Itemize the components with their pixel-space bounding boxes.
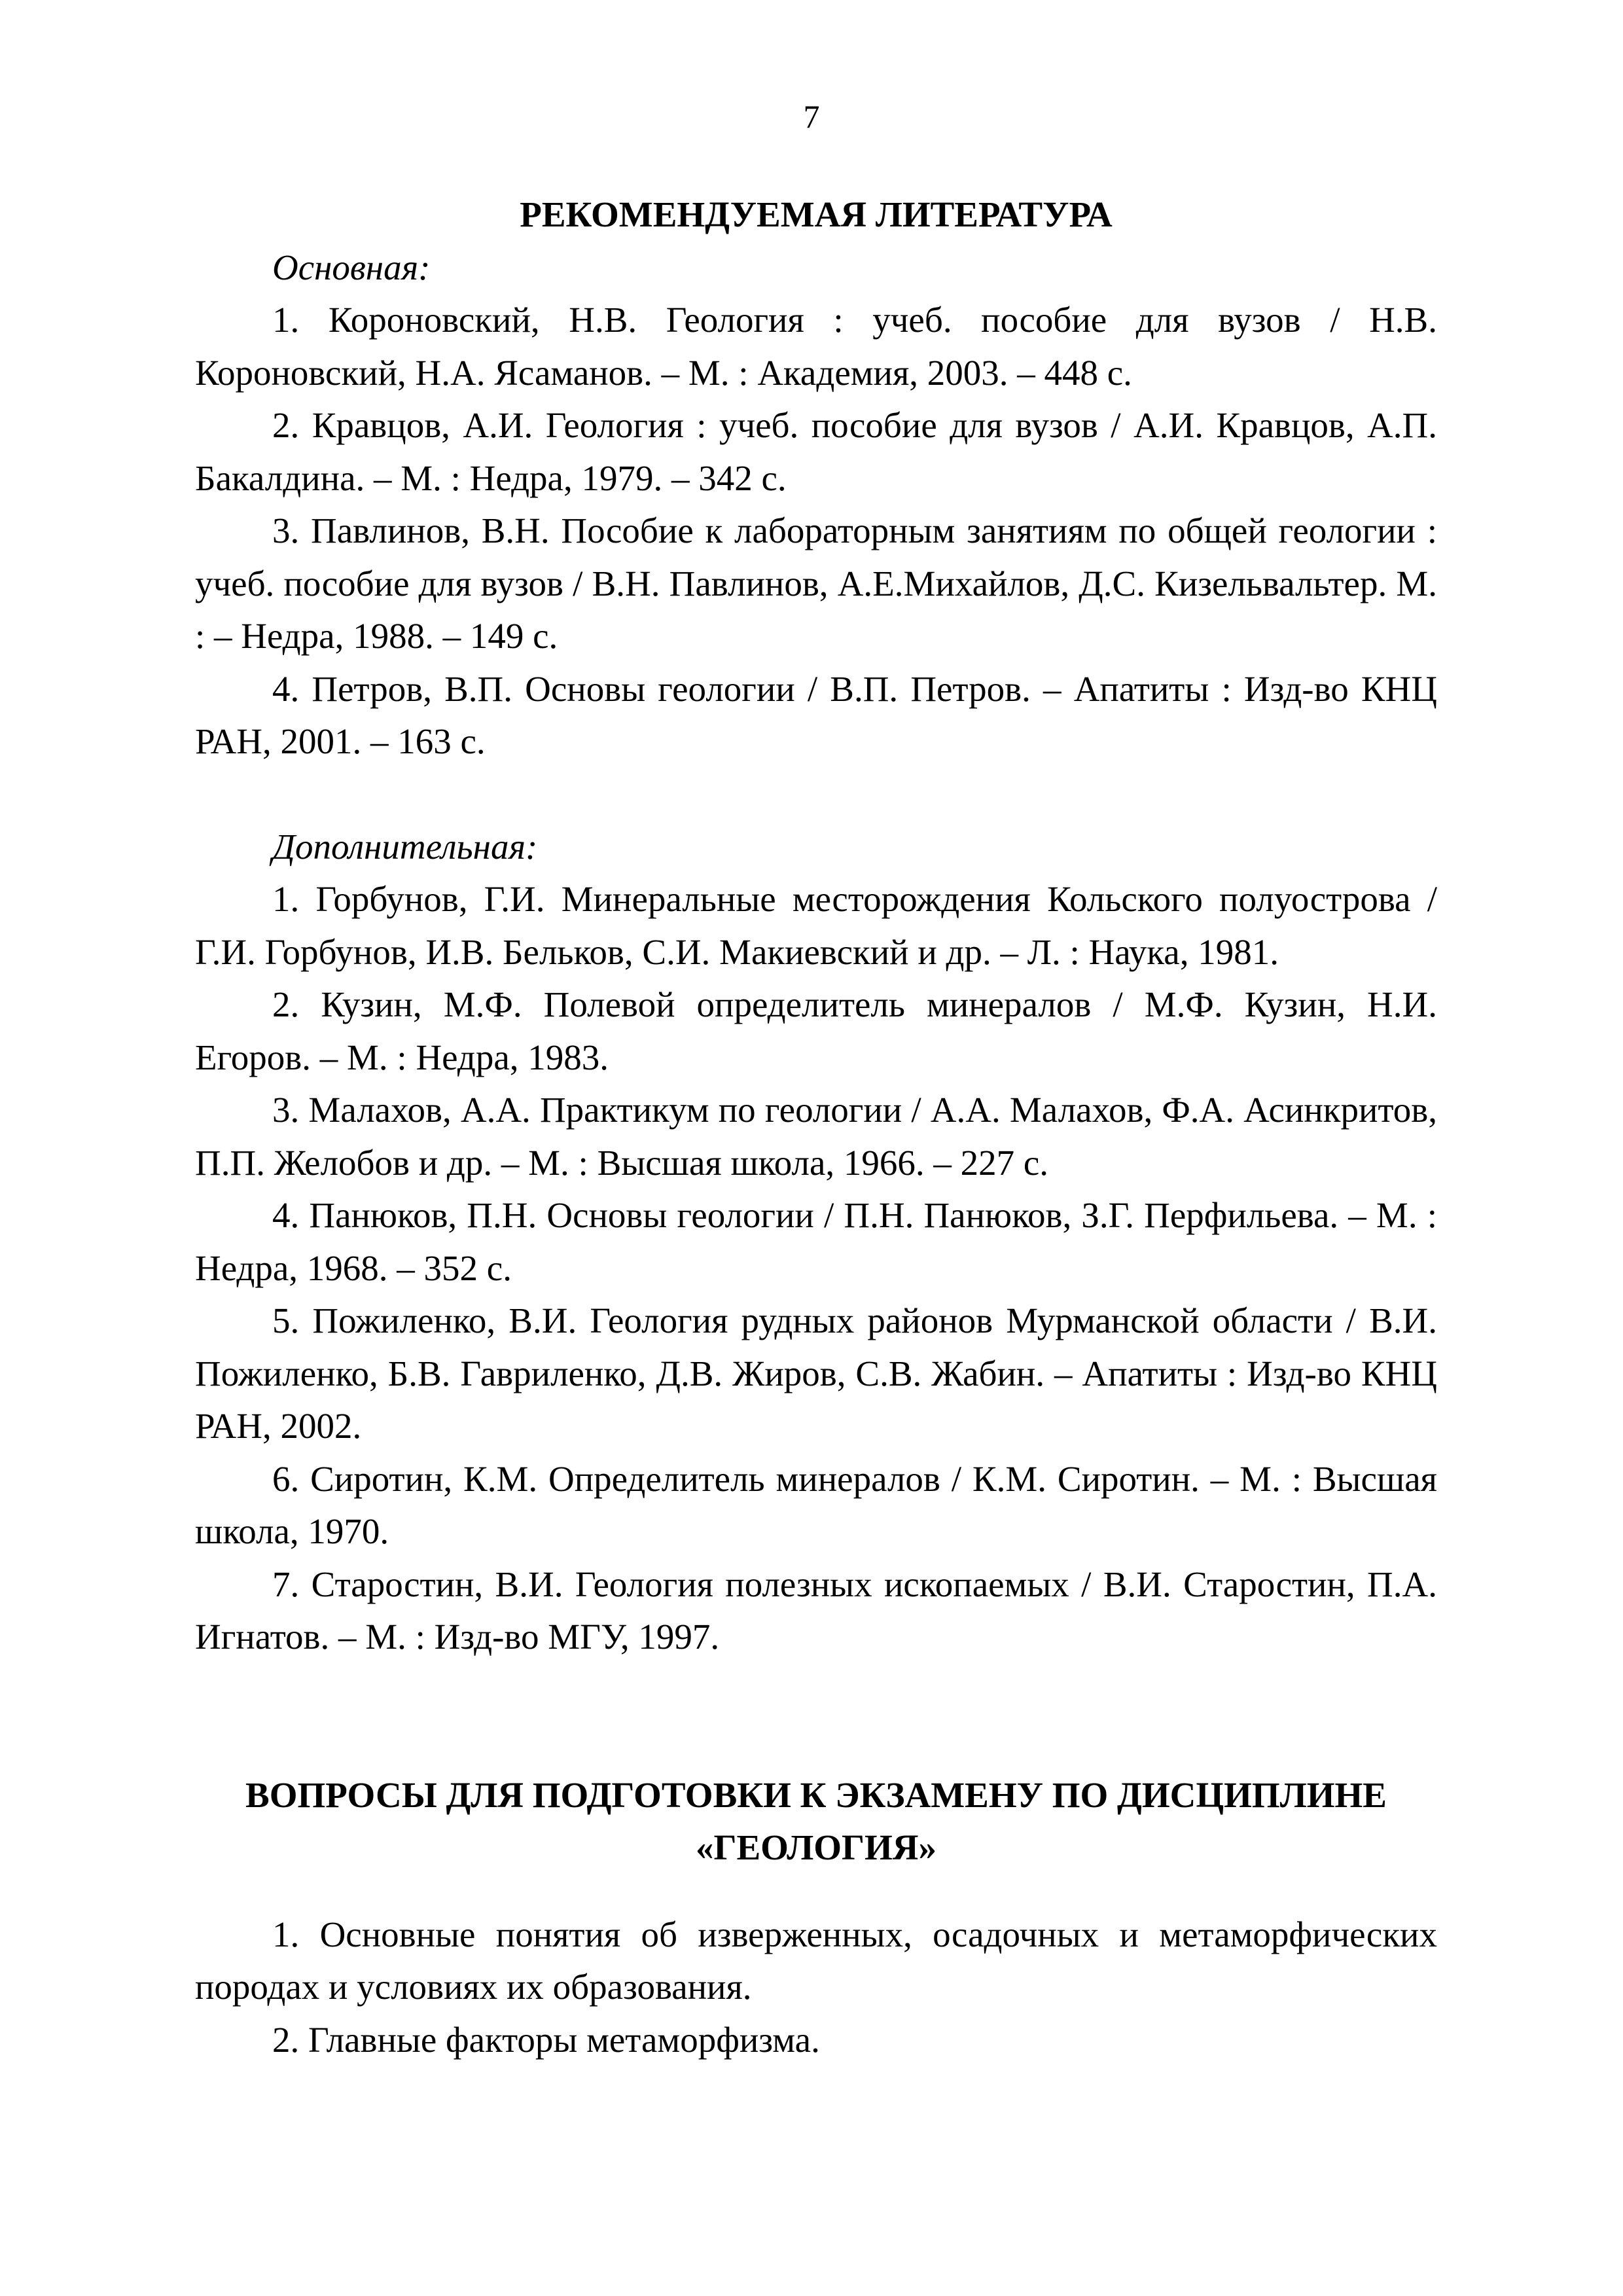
additional-literature-entry: 7. Старостин, В.И. Геология полезных ископаемых / В.И. Старостин, П.А. Игнатов. – М. : Изд-во МГУ, 1997. [195,1564,1437,1657]
spacer [195,768,1437,821]
additional-literature-entry: 6. Сиротин, К.М. Определитель минералов / К.М. Сиротин. – М. : Высшая школа, 1970. [195,1458,1437,1551]
exam-question: 2. Главные факторы метаморфизма. [272,2019,820,2060]
additional-literature-label: Дополнительная: [272,826,538,867]
main-literature-entry: 3. Павлинов, В.Н. Пособие к лабораторным занятиям по общей геологии : учеб. пособие для вузов / В.Н. Павлинов, А.Е.Михайлов, Д.С. Кизельвальтер. М. : – Недра, 1988. – 149 с. [195,511,1437,656]
page-content [195,188,1437,2066]
additional-literature-entry: 4. Панюков, П.Н. Основы геологии / П.Н. Панюков, З.Г. Перфильева. – М. : Недра, 1968. – 352 с. [195,1195,1437,1288]
main-literature-entry: 4. Петров, В.П. Основы геологии / В.П. Петров. – Апатиты : Изд-во КНЦ РАН, 2001. – 163 с. [195,668,1437,761]
exam-questions-section [195,1769,1437,2067]
main-literature-entry: 2. Кравцов, А.И. Геология : учеб. пособие для вузов / А.И. Кравцов, А.П. Бакалдина. – М. : Недра, 1979. – 342 с. [195,405,1437,498]
literature-section [195,188,1437,1664]
main-literature-label: Основная: [272,247,431,287]
page-number: 7 [803,98,820,135]
spacer [195,1874,1437,1909]
spacer [195,1664,1437,1769]
exam-title-line-2: «ГЕОЛОГИЯ» [696,1827,936,1867]
additional-literature-entry: 1. Горбунов, Г.И. Минеральные месторождения Кольского полуострова / Г.И. Горбунов, И.В. Бельков, С.И. Макиевский и др. – Л. : Наука, 1981. [195,879,1437,972]
additional-literature-entry: 2. Кузин, М.Ф. Полевой определитель минералов / М.Ф. Кузин, Н.И. Егоров. – М. : Недра, 1983. [195,984,1437,1077]
exam-title-line-1: ВОПРОСЫ ДЛЯ ПОДГОТОВКИ К ЭКЗАМЕНУ ПО ДИСЦИПЛИНЕ [245,1774,1387,1815]
exam-question: 1. Основные понятия об изверженных, осадочных и метаморфических породах и условиях их образования. [195,1914,1437,2007]
literature-title: РЕКОМЕНДУЕМАЯ ЛИТЕРАТУРА [520,194,1113,234]
main-literature-entry: 1. Короновский, Н.В. Геология : учеб. пособие для вузов / Н.В. Короновский, Н.А. Ясаманов. – М. : Академия, 2003. – 448 с. [195,300,1437,393]
additional-literature-entry: 5. Пожиленко, В.И. Геология рудных районов Мурманской области / В.И. Пожиленко, Б.В. Гавриленко, Д.В. Жиров, С.В. Жабин. – Апатиты : Изд-во КНЦ РАН, 2002. [195,1300,1437,1446]
additional-literature-entry: 3. Малахов, А.А. Практикум по геологии / А.А. Малахов, Ф.А. Асинкритов, П.П. Желобов и др. – М. : Высшая школа, 1966. – 227 с. [195,1090,1437,1183]
